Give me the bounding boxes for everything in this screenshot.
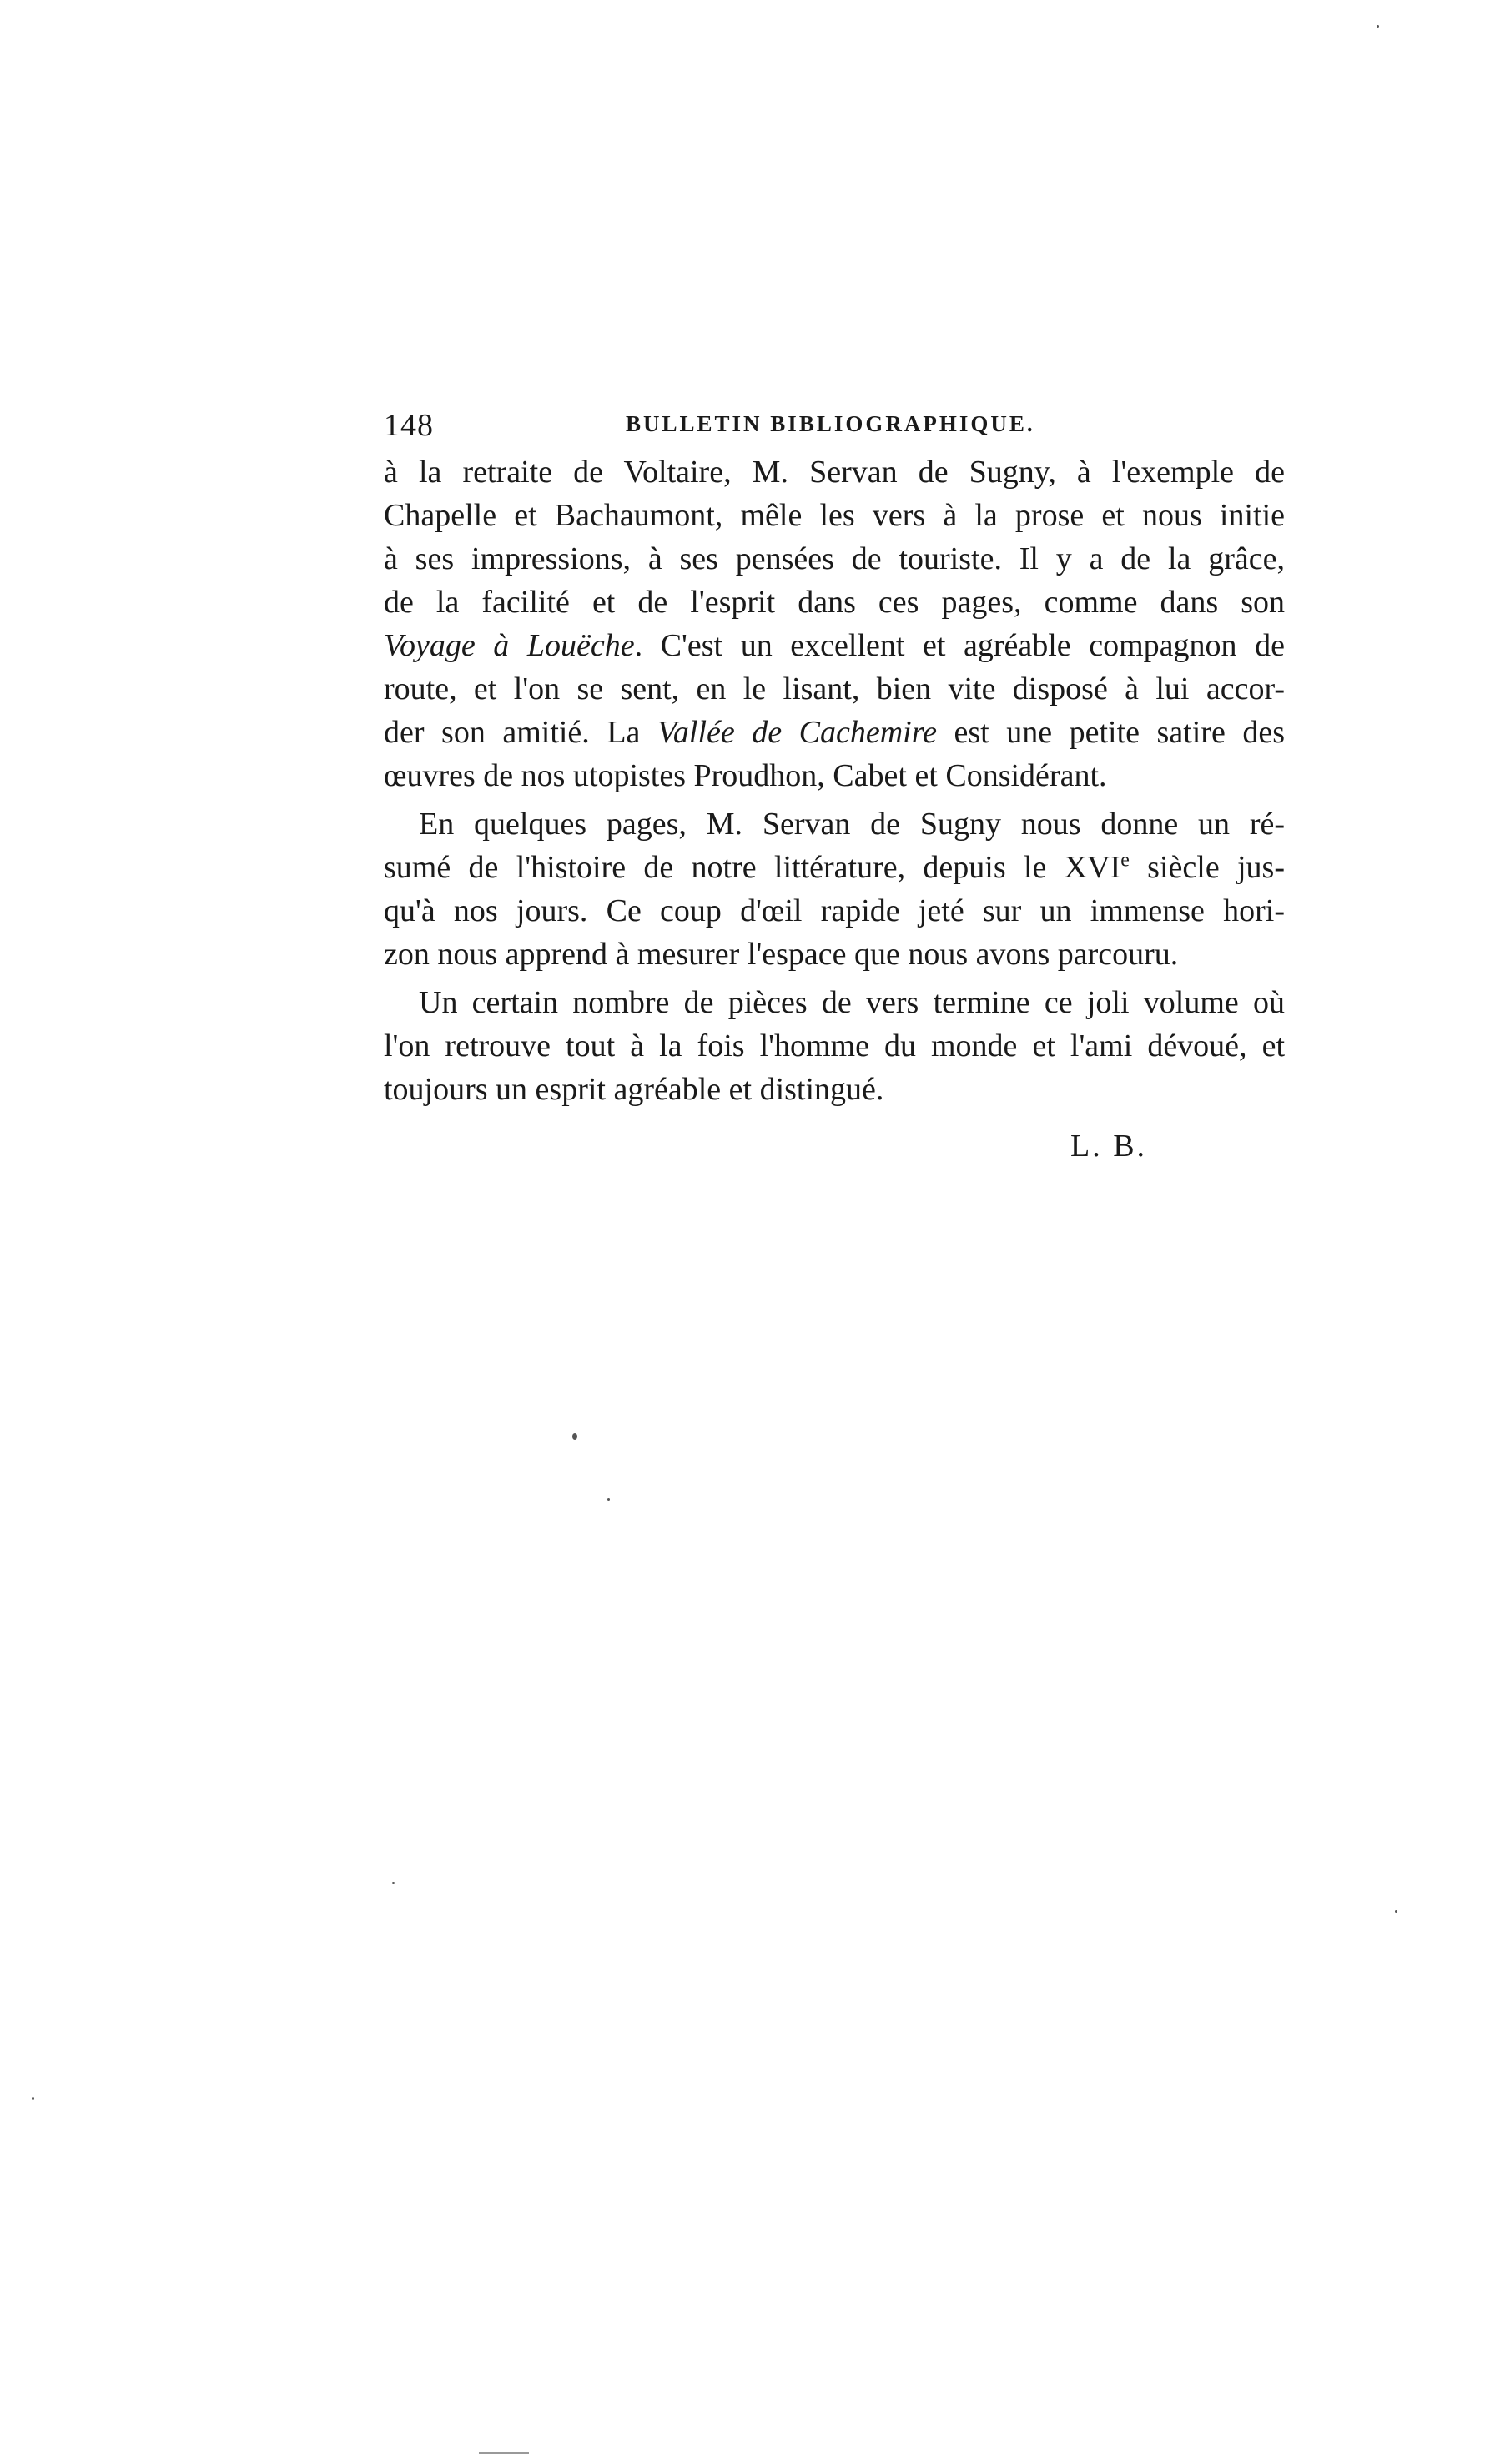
text-fragment: der son amitié. La	[384, 715, 657, 750]
text-fragment: sumé de l'histoire de notre littérature, depuis le XVI	[384, 850, 1121, 885]
text-line	[384, 846, 1285, 889]
scan-speck	[572, 1433, 577, 1440]
text-line: œuvres de nos utopistes Proudhon, Cabet et Considérant.	[384, 758, 1107, 793]
scan-speck	[607, 1498, 610, 1501]
body-text	[384, 450, 1285, 1111]
book-title-italic: Voyage à Louëche	[384, 628, 635, 663]
text-line: Chapelle et Bachaumont, mêle les vers à la prose et nous initie	[384, 498, 1285, 533]
text-line: En quelques pages, M. Servan de Sugny nous donne un ré-	[419, 807, 1285, 842]
text-fragment: siècle jus-	[1129, 850, 1285, 885]
superscript: e	[1120, 849, 1130, 872]
scan-speck	[1395, 1910, 1397, 1913]
text-line: à ses impressions, à ses pensées de touriste. Il y a de la grâce,	[384, 541, 1285, 576]
text-line: qu'à nos jours. Ce coup d'œil rapide jeté sur un immense hori-	[384, 893, 1285, 928]
text-line: à la retraite de Voltaire, M. Servan de Sugny, à l'exemple de	[384, 455, 1285, 490]
text-line: l'on retrouve tout à la fois l'homme du monde et l'ami dévoué, et	[384, 1028, 1285, 1064]
text-line: toujours un esprit agréable et distingué.	[384, 1072, 884, 1107]
text-line	[384, 711, 1285, 754]
paragraph-3	[384, 981, 1285, 1111]
text-fragment: . C'est un excellent et agréable compagnon de	[634, 628, 1285, 663]
text-line	[384, 624, 1285, 667]
running-title: BULLETIN BIBLIOGRAPHIQUE.	[626, 411, 1035, 436]
author-signature: L. B.	[1070, 1129, 1148, 1164]
text-fragment: est une petite satire des	[937, 715, 1285, 750]
page-number: 148	[384, 408, 434, 443]
text-line: Un certain nombre de pièces de vers termine ce joli volume où	[419, 985, 1285, 1020]
text-line: route, et l'on se sent, en le lisant, bien vite disposé à lui accor-	[384, 671, 1285, 707]
scan-speck	[392, 1882, 395, 1884]
scan-speck	[32, 2097, 34, 2100]
scan-speck	[479, 2452, 529, 2454]
book-title-italic: Vallée de Cachemire	[657, 715, 937, 750]
paragraph-1	[384, 450, 1285, 797]
paragraph-2	[384, 802, 1285, 976]
running-head	[384, 407, 1285, 449]
text-line: de la facilité et de l'esprit dans ces pages, comme dans son	[384, 585, 1285, 620]
scan-speck	[1377, 25, 1379, 28]
text-line: zon nous apprend à mesurer l'espace que nous avons parcouru.	[384, 937, 1179, 972]
